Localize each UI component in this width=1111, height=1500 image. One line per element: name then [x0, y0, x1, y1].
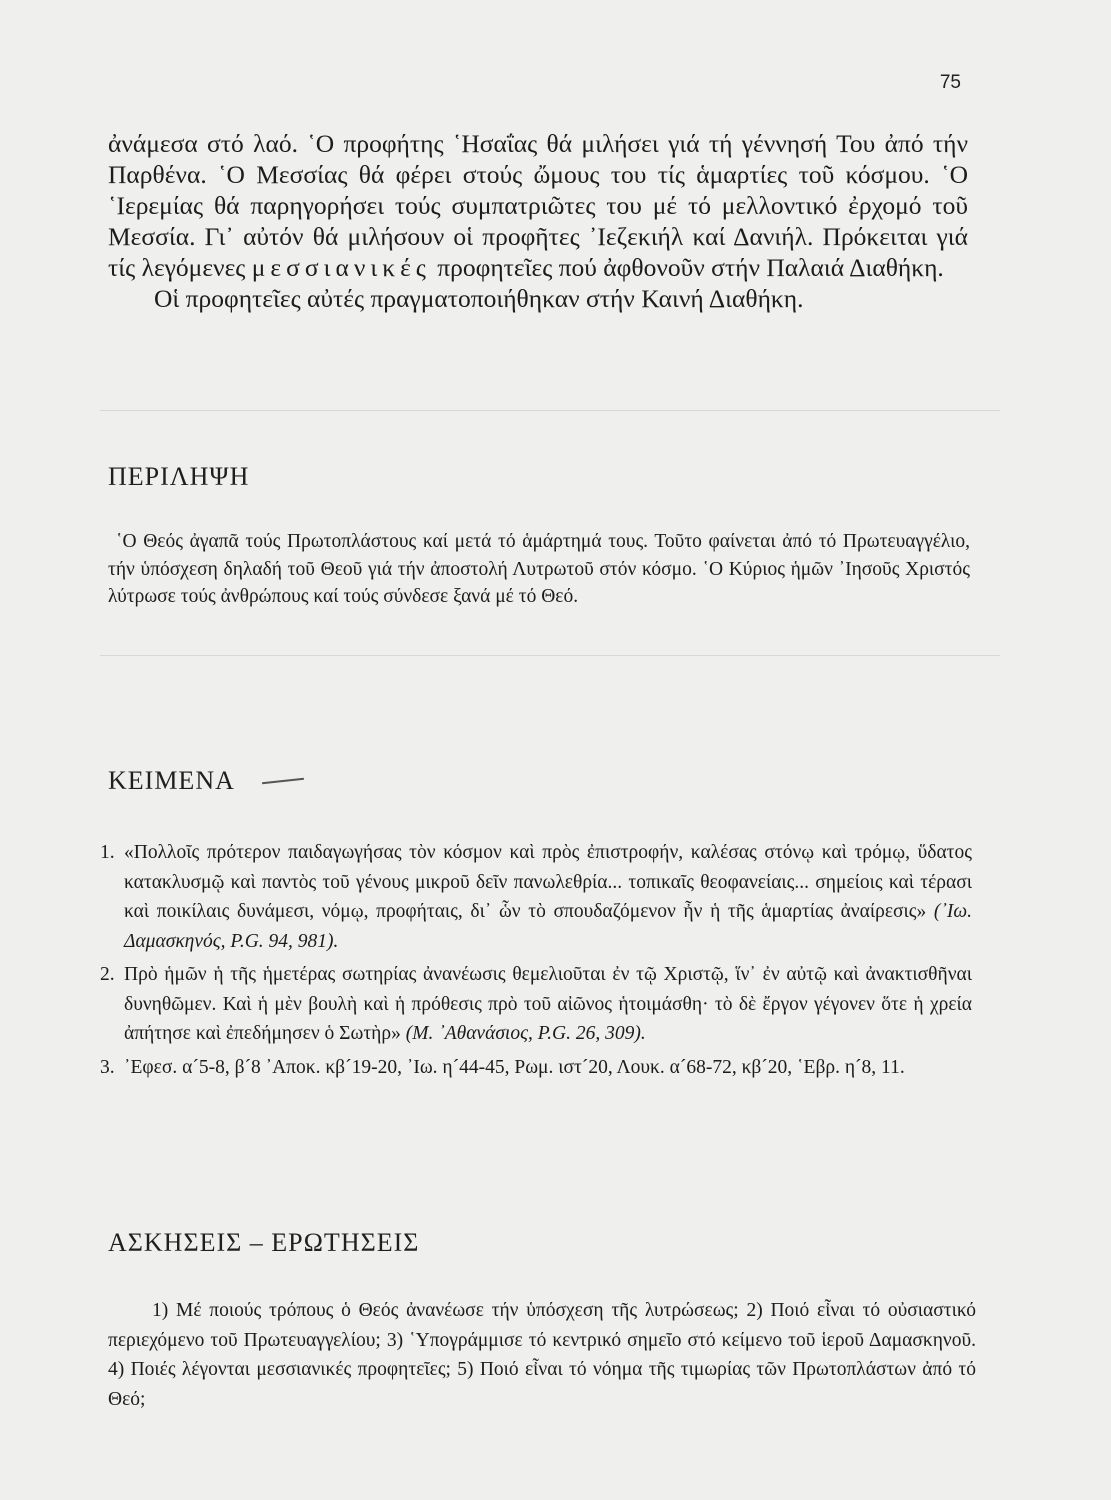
- text-item: [100, 960, 972, 1049]
- item-source: (᾽Ιω. Δαμασκηνός, P.G. 94, 981).: [124, 901, 972, 952]
- summary-heading: ΠΕΡΙΛΗΨΗ: [108, 462, 250, 491]
- text-item: [100, 838, 972, 956]
- intro-text-part: προφητεῖες πού ἀφθονοῦν στήν Παλαιά Διαθήκη.: [430, 253, 944, 282]
- item-number: 1.: [100, 842, 115, 863]
- questions-text: 1) Μέ ποιούς τρόπους ὁ Θεός ἀνανέωσε τήν ὑπόσχεση τῆς λυτρώσεως; 2) Ποιό εἶναι τό οὐσιαστικό περιεχόμενο τοῦ Πρωτευαγγελίου; 3) ῾Υπογράμμισε τό κεντρικό σημεῖο στό κείμενο τοῦ ἱεροῦ Δαμασκηνοῦ. 4) Ποιές λέγονται μεσσιανικές προφητεῖες; 5) Ποιό εἶναι τό νόημα τῆς τιμωρίας τῶν Πρωτοπλάστων ἀπό τό Θεό;: [108, 1300, 976, 1410]
- text-item: [100, 1053, 972, 1083]
- bleed-through-line: [100, 655, 1000, 656]
- intro-text-part: ἀνάμεσα στό λαό. ῾Ο προφήτης ῾Ησαΐας θά μιλήσει γιά τή γέννησή Του ἀπό τήν Παρθένα. ῾Ο Μεσσίας θά φέρει στούς ὤμους του τίς ἁμαρτίες τοῦ κόσμου. ῾Ο ῾Ιερεμίας θά παρηγορήσει τούς συμπατριῶτες του μέ τό μελλοντικό ἐρχομό τοῦ Μεσσία. Γι᾽ αὐτόν θά μιλήσουν οἱ προφῆτες ᾽Ιεζεκιήλ καί Δανιήλ. Πρόκειται γιά τίς λεγόμενες: [108, 129, 968, 282]
- intro-text: [108, 128, 968, 314]
- item-text: Πρὸ ἡμῶν ἡ τῆς ἡμετέρας σωτηρίας ἀνανέωσις θεμελιοῦται ἐν τῷ Χριστῷ, ἵν᾽ ἐν αὐτῷ καὶ ἀνακτισθῆναι δυνηθῶμεν. Καὶ ἡ μὲν βουλὴ καὶ ἡ πρόθεσις πρὸ τοῦ αἰῶνος ἡτοιμάσθη· τὸ δὲ ἔργον γέγονεν ὅτε ἡ χρεία ἀπήτησε καὶ ἐπεδήμησεν ὁ Σωτὴρ»: [124, 964, 972, 1044]
- item-number: 3.: [100, 1056, 115, 1078]
- page-number: 75: [939, 72, 961, 93]
- texts-list: [100, 838, 972, 1086]
- bleed-through-line: [100, 410, 1000, 411]
- emphasized-term: μεσσιανικές: [251, 253, 431, 282]
- item-text: ᾽Εφεσ. α´5-8, β´8 ᾽Αποκ. κβ´19-20, ᾽Ιω. η´44-45, Ρωμ. ιστ´20, Λουκ. α´68-72, κβ´20, ῾Εβρ. η´8, 11.: [124, 1056, 905, 1078]
- intro-paragraph: [108, 128, 968, 283]
- item-text: «Πολλοῖς πρότερον παιδαγωγήσας τὸν κόσμον καὶ πρὸς ἐπιστροφήν, καλέσας στόνῳ καὶ τρόμῳ, ὕδατος κατακλυσμῷ καὶ παντὸς τοῦ γένους μικροῦ δεῖν πανωλεθρία... τοπικαῖς θεοφανείαις... σημείοις καὶ τέρασι καὶ ποικίλαις δυνάμεσι, νόμῳ, προφήταις, δι᾽ ὧν τὸ σπουδαζόμενον ἦν ἡ τῆς ἁμαρτίας ἀναίρεσις»: [124, 842, 972, 922]
- item-source: (Μ. ᾽Αθανάσιος, P.G. 26, 309).: [405, 1023, 646, 1044]
- intro-paragraph: Οἱ προφητεῖες αὐτές πραγματοποιήθηκαν στήν Καινή Διαθήκη.: [154, 284, 804, 313]
- summary-text: ῾Ο Θεός ἀγαπᾶ τούς Πρωτοπλάστους καί μετά τό ἁμάρτημά τους. Τοῦτο φαίνεται ἀπό τό Πρωτευαγγέλιο, τήν ὑπόσχεση δηλαδή τοῦ Θεοῦ γιά τήν ἀποστολή Λυτρωτοῦ στόν κόσμο. ῾Ο Κύριος ἡμῶν ᾽Ιησοῦς Χριστός λύτρωσε τούς ἀνθρώπους καί τούς σύνδεσε ξανά μέ τό Θεό.: [108, 531, 970, 607]
- item-number: 2.: [100, 964, 115, 985]
- summary-section: [108, 528, 970, 611]
- texts-heading: ΚΕΙΜΕΝΑ: [108, 766, 235, 795]
- questions-heading: ΑΣΚΗΣΕΙΣ – ΕΡΩΤΗΣΕΙΣ: [108, 1228, 420, 1257]
- pencil-mark: [262, 778, 304, 784]
- questions-section: [108, 1296, 976, 1414]
